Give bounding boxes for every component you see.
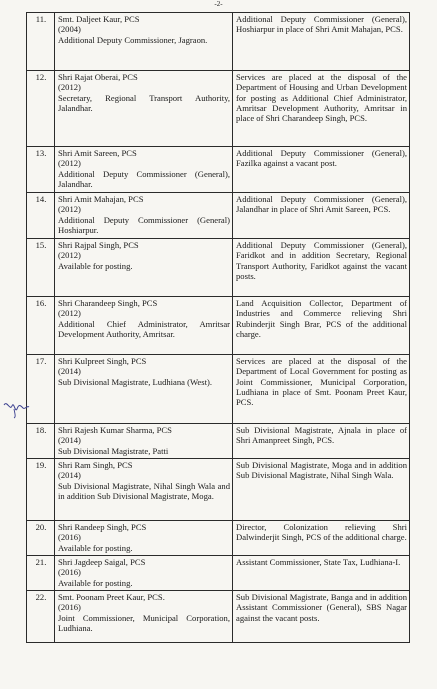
officer-current-post: Available for posting. bbox=[58, 577, 133, 588]
officer-cell bbox=[55, 591, 233, 643]
officer-name: Shri Ram Singh, PCS bbox=[58, 460, 133, 470]
officer-current-post: Sub Divisional Magistrate, Patti bbox=[58, 445, 169, 456]
officer-batch: (2014) bbox=[58, 435, 81, 446]
officer-batch: (2016) bbox=[58, 602, 81, 613]
new-posting: Additional Deputy Commissioner (General), Fazilka against a vacant post. bbox=[233, 147, 410, 193]
officer-batch: (2004) bbox=[58, 24, 81, 35]
serial-number: 19. bbox=[27, 459, 55, 521]
serial-number: 12. bbox=[27, 71, 55, 147]
serial-number: 18. bbox=[27, 424, 55, 459]
officer-name: Shri Rajat Oberai, PCS bbox=[58, 72, 138, 82]
new-posting: Sub Divisional Magistrate, Banga and in addition Assistant Commissioner (General), SBS Nagar against the vacant posts. bbox=[233, 591, 410, 643]
table-row bbox=[27, 239, 410, 297]
officer-batch: (2014) bbox=[58, 366, 81, 377]
new-posting: Additional Deputy Commissioner (General), Hoshiarpur in place of Shri Amit Mahajan, PCS. bbox=[233, 13, 410, 71]
officer-cell bbox=[55, 459, 233, 521]
officer-batch: (2012) bbox=[58, 308, 81, 319]
table-row bbox=[27, 355, 410, 424]
officer-cell bbox=[55, 556, 233, 591]
table-row bbox=[27, 521, 410, 556]
new-posting: Additional Deputy Commissioner (General), Jalandhar in place of Shri Amit Sareen, PCS. bbox=[233, 193, 410, 239]
officer-name: Shri Jagdeep Saigal, PCS bbox=[58, 557, 146, 567]
new-posting: Land Acquisition Collector, Department of Industries and Commerce relieving Shri Rubinderjit Singh Brar, PCS of the additional charge. bbox=[233, 297, 410, 355]
officer-cell bbox=[55, 13, 233, 71]
new-posting: Assistant Commissioner, State Tax, Ludhiana-I. bbox=[233, 556, 410, 591]
officer-current-post: Secretary, Regional Transport Authority, Jalandhar. bbox=[58, 92, 230, 113]
transfer-orders-table bbox=[26, 12, 410, 643]
officer-name: Shri Randeep Singh, PCS bbox=[58, 522, 147, 532]
serial-number: 17. bbox=[27, 355, 55, 424]
serial-number: 20. bbox=[27, 521, 55, 556]
officer-cell bbox=[55, 193, 233, 239]
new-posting: Sub Divisional Magistrate, Ajnala in place of Shri Amanpreet Singh, PCS. bbox=[233, 424, 410, 459]
handwritten-signature bbox=[2, 397, 34, 419]
officer-current-post: Additional Deputy Commissioner (General) Hoshiarpur. bbox=[58, 214, 230, 235]
officer-name: Shri Kulpreet Singh, PCS bbox=[58, 356, 147, 366]
officer-current-post: Joint Commissioner, Municipal Corporation, Ludhiana. bbox=[58, 612, 230, 633]
table-row bbox=[27, 459, 410, 521]
officer-current-post: Additional Deputy Commissioner (General), Jalandhar. bbox=[58, 168, 230, 189]
officer-name: Shri Amit Sareen, PCS bbox=[58, 148, 137, 158]
officer-name: Smt. Daljeet Kaur, PCS bbox=[58, 14, 140, 24]
officer-batch: (2012) bbox=[58, 250, 81, 261]
table-row bbox=[27, 424, 410, 459]
table-row bbox=[27, 13, 410, 71]
officer-current-post: Sub Divisional Magistrate, Nihal Singh Wala and in addition Sub Divisional Magistrate, Moga. bbox=[58, 480, 230, 501]
officer-batch: (2016) bbox=[58, 532, 81, 543]
serial-number: 21. bbox=[27, 556, 55, 591]
officer-batch: (2012) bbox=[58, 82, 81, 93]
serial-number: 16. bbox=[27, 297, 55, 355]
officer-cell bbox=[55, 424, 233, 459]
serial-number: 11. bbox=[27, 13, 55, 71]
officer-batch: (2012) bbox=[58, 204, 81, 215]
new-posting: Sub Divisional Magistrate, Moga and in addition Sub Divisional Magistrate, Nihal Singh Wala. bbox=[233, 459, 410, 521]
serial-number: 22. bbox=[27, 591, 55, 643]
officer-cell bbox=[55, 521, 233, 556]
officer-name: Shri Rajesh Kumar Sharma, PCS bbox=[58, 425, 172, 435]
officer-batch: (2016) bbox=[58, 567, 81, 578]
officer-cell bbox=[55, 355, 233, 424]
page-number: -2- bbox=[214, 0, 223, 8]
officer-batch: (2012) bbox=[58, 158, 81, 169]
officer-current-post: Available for posting. bbox=[58, 542, 133, 553]
officer-cell bbox=[55, 297, 233, 355]
table-row bbox=[27, 556, 410, 591]
officer-name: Shri Amit Mahajan, PCS bbox=[58, 194, 144, 204]
officer-cell bbox=[55, 147, 233, 193]
table-row bbox=[27, 193, 410, 239]
new-posting: Additional Deputy Commissioner (General), Faridkot and in addition Secretary, Regional Transport Authority, Faridkot against the vacant posts. bbox=[233, 239, 410, 297]
new-posting: Services are placed at the disposal of the Department of Local Government for posting as Joint Commissioner, Municipal Corporation, Ludhiana in place of Smt. Poonam Preet Kaur, PCS. bbox=[233, 355, 410, 424]
table-row bbox=[27, 71, 410, 147]
officer-name: Shri Charandeep Singh, PCS bbox=[58, 298, 158, 308]
officer-current-post: Additional Deputy Commissioner, Jagraon. bbox=[58, 34, 208, 45]
serial-number: 15. bbox=[27, 239, 55, 297]
table-row bbox=[27, 147, 410, 193]
new-posting: Services are placed at the disposal of the Department of Housing and Urban Development for posting as Additional Chief Administrator, Amritsar Development Authority, Amritsar in place of Shri Charandeep Singh, PCS. bbox=[233, 71, 410, 147]
officer-current-post: Sub Divisional Magistrate, Ludhiana (West). bbox=[58, 376, 212, 387]
officer-name: Shri Rajpal Singh, PCS bbox=[58, 240, 139, 250]
officer-cell bbox=[55, 239, 233, 297]
table-row bbox=[27, 297, 410, 355]
officer-name: Smt. Poonam Preet Kaur, PCS. bbox=[58, 592, 165, 602]
table-row bbox=[27, 591, 410, 643]
officer-current-post: Available for posting. bbox=[58, 260, 133, 271]
serial-number: 13. bbox=[27, 147, 55, 193]
new-posting: Director, Colonization relieving Shri Dalwinderjit Singh, PCS of the additional charge. bbox=[233, 521, 410, 556]
serial-number: 14. bbox=[27, 193, 55, 239]
officer-batch: (2014) bbox=[58, 470, 81, 481]
officer-cell bbox=[55, 71, 233, 147]
officer-current-post: Additional Chief Administrator, Amritsar Development Authority, Amritsar. bbox=[58, 318, 230, 339]
